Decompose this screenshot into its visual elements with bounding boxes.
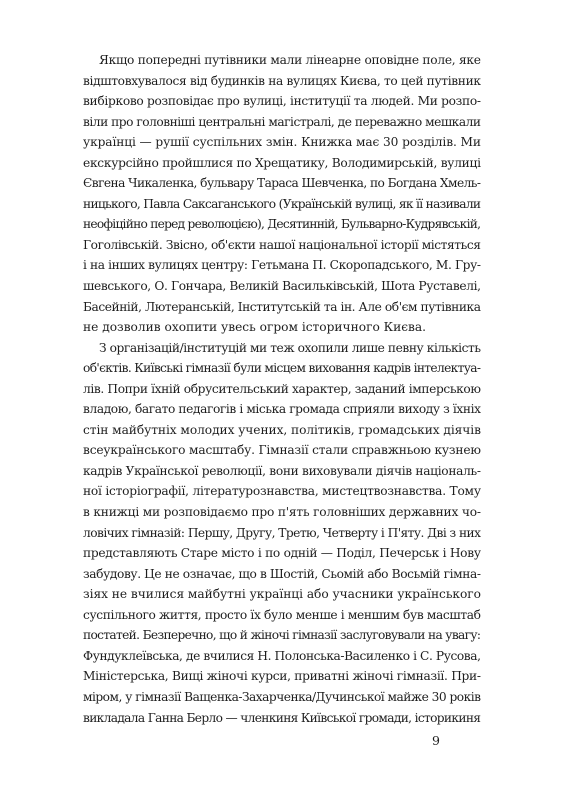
text-line: владою, багато педагогів і міська громада сприяли виходу з їхніх: [83, 402, 481, 417]
text-line: кадрів Української революції, вони виховували діячів національ-: [83, 463, 481, 478]
text-line: і на інших вулицях центру: Гетьмана П. Скоропадського, М. Гру-: [83, 258, 481, 273]
page-number: 9: [432, 733, 440, 748]
text-line: міром, у гімназії Ващенка-Захарченка/Дучинської майже 30 років: [83, 689, 481, 704]
text-line: представляють Старе місто і по одній — Поділ, Печерськ і Нову: [83, 546, 481, 561]
text-line: відштовхувалося від будинків на вулицях Києва, то цей путівник: [83, 73, 481, 88]
text-line: вибірково розповідає про вулиці, інституції та людей. Ми розпо-: [83, 94, 481, 109]
text-line: суспільного життя, просто їх було менше і меншим був масштаб: [83, 607, 481, 622]
text-line: в книжці ми розповідаємо про п'ять головніших державних чо-: [83, 505, 481, 520]
body-text: [83, 50, 481, 728]
text-line: постатей. Безперечно, що й жіночі гімназії заслуговували на увагу:: [83, 628, 481, 643]
text-line: З організацій/інституцій ми теж охопили лише певну кількість: [99, 340, 481, 355]
text-line: шевського, О. Гончара, Великій Васильківській, Шота Руставелі,: [83, 279, 481, 294]
text-line: всеукраїнського масштабу. Гімназії стали справжньою кузнею: [83, 443, 481, 458]
text-line: неофіційно перед революцією), Десятинній, Бульварно-Кудрявській,: [83, 217, 481, 232]
text-line: стін майбутніх молодих учених, політиків, громадських діячів: [83, 422, 481, 437]
text-line: об'єктів. Київські гімназії були місцем виховання кадрів інтелектуа-: [83, 361, 481, 376]
text-line: екскурсійно пройшлися по Хрещатику, Володимирській, вулиці: [83, 155, 481, 170]
text-line: викладала Ганна Берло — членкиня Київської громади, історикиня: [83, 710, 481, 725]
text-line: ної історіографії, літературознавства, мистецтвознавства. Тому: [83, 484, 481, 499]
text-line: українці — рушії суспільних змін. Книжка має 30 розділів. Ми: [83, 135, 481, 150]
text-line: лів. Попри їхній обрусительський характер, заданий імперською: [83, 381, 481, 396]
text-line: Міністерська, Вищі жіночі курси, приватні жіночі гімназії. При-: [83, 669, 481, 684]
text-line: Євгена Чикаленка, бульвару Тараса Шевченка, по Богдана Хмель-: [83, 176, 481, 191]
text-line: Якщо попередні путівники мали лінеарне оповідне поле, яке: [99, 53, 481, 67]
text-line: забудову. Це не означає, що в Шостій, Сьомій або Восьмій гімна-: [83, 566, 481, 581]
text-line: Гоголівській. Звісно, об'єкти нашої національної історії містяться: [83, 237, 481, 252]
text-line: Фундуклеївська, де вчилися Н. Полонська-Василенко і С. Русова,: [83, 648, 481, 663]
text-line: зіях не вчилися майбутні українці або учасники українського: [83, 587, 481, 602]
text-line: ницького, Павла Саксаганського (Українській вулиці, як її називали: [83, 196, 481, 211]
text-line: віли про головніші центральні магістралі, де переважно мешкали: [83, 114, 481, 129]
text-line: Басейній, Лютеранській, Інститутській та ін. Але об'єм путівника: [83, 299, 481, 314]
text-line: не дозволив охопити увесь огром історичного Києва.: [83, 320, 427, 335]
text-line: ловічих гімназій: Першу, Другу, Третю, Четверту і П'яту. Дві з них: [83, 525, 481, 540]
